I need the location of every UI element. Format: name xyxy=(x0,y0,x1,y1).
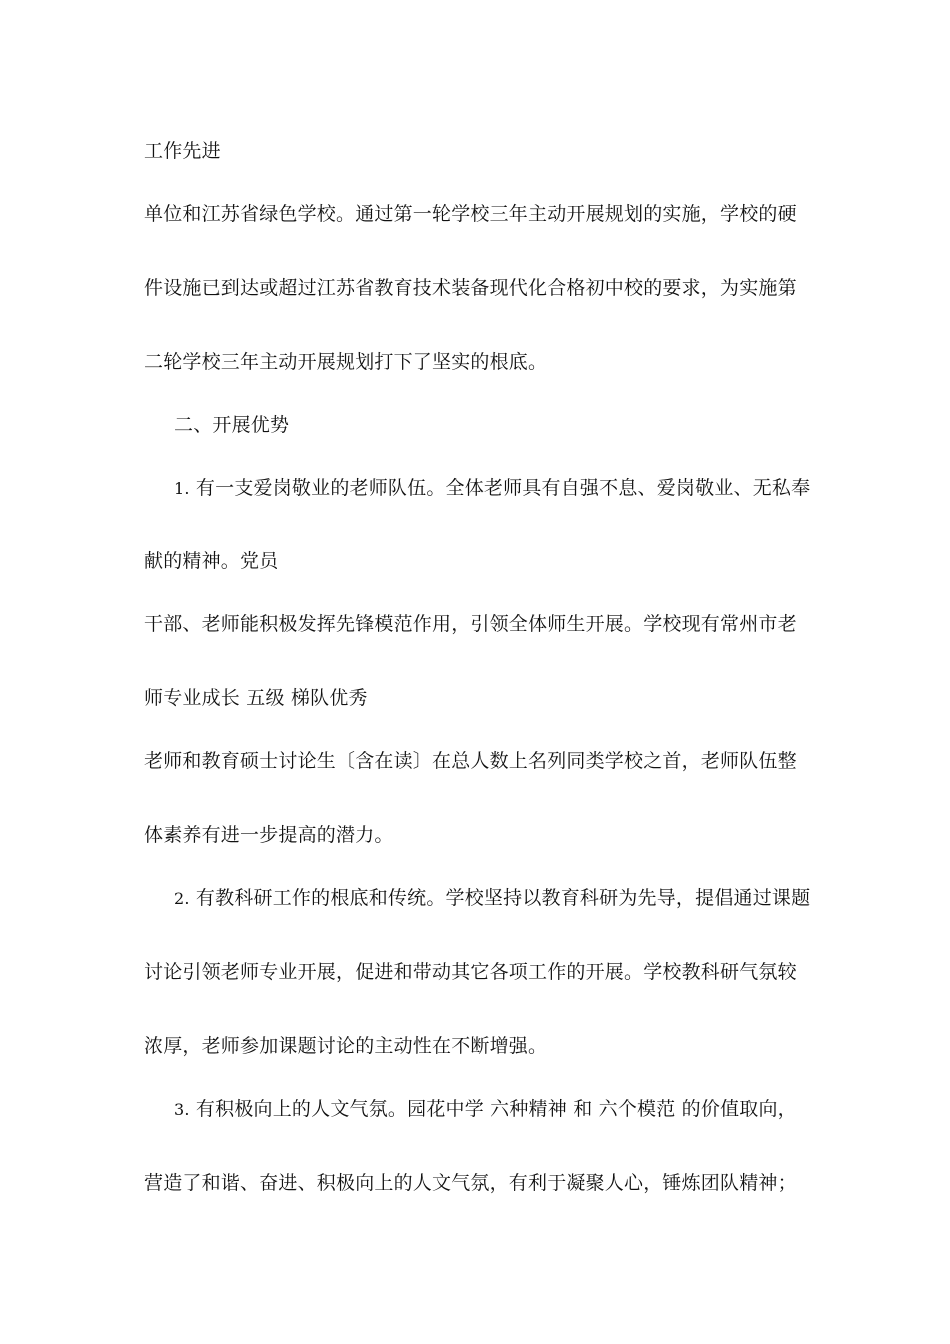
item-number: 2. xyxy=(174,889,190,908)
text-line: 工作先进 xyxy=(144,140,221,162)
text-line: 体素养有进一步提高的潜力。 xyxy=(144,824,394,846)
text-line: 献的精神。党员 xyxy=(144,550,279,572)
text-line: 讨论引领老师专业开展，促进和带动其它各项工作的开展。学校教科研气氛较 xyxy=(144,961,797,983)
text-line: 浓厚，老师参加课题讨论的主动性在不断增强。 xyxy=(144,1035,548,1057)
text-line: 营造了和谐、奋进、积极向上的人文气氛，有利于凝聚人心，锤炼团队精神； xyxy=(144,1172,797,1194)
list-item-2: 2. 有教科研工作的根底和传统。学校坚持以教育科研为先导，提倡通过课题 xyxy=(174,887,811,909)
list-item-1: 1. 有一支爱岗敬业的老师队伍。全体老师具有自强不息、爱岗敬业、无私奉 xyxy=(174,477,811,499)
text-line: 二轮学校三年主动开展规划打下了坚实的根底。 xyxy=(144,351,548,373)
section-heading: 二、开展优势 xyxy=(174,414,290,436)
list-item-3: 3. 有积极向上的人文气氛。园花中学 六种精神 和 六个模范 的价值取向， xyxy=(174,1098,797,1120)
text-line: 干部、老师能积极发挥先锋模范作用，引领全体师生开展。学校现有常州市老 xyxy=(144,613,797,635)
text-line: 师专业成长 五级 梯队优秀 xyxy=(144,687,368,709)
item-number: 3. xyxy=(174,1100,190,1119)
text-line: 老师和教育硕士讨论生〔含在读〕在总人数上名列同类学校之首，老师队伍整 xyxy=(144,750,797,772)
text-line: 件设施已到达或超过江苏省教育技术装备现代化合格初中校的要求，为实施第 xyxy=(144,277,797,299)
item-number: 1. xyxy=(174,479,190,498)
text-line: 单位和江苏省绿色学校。通过第一轮学校三年主动开展规划的实施，学校的硬 xyxy=(144,203,797,225)
